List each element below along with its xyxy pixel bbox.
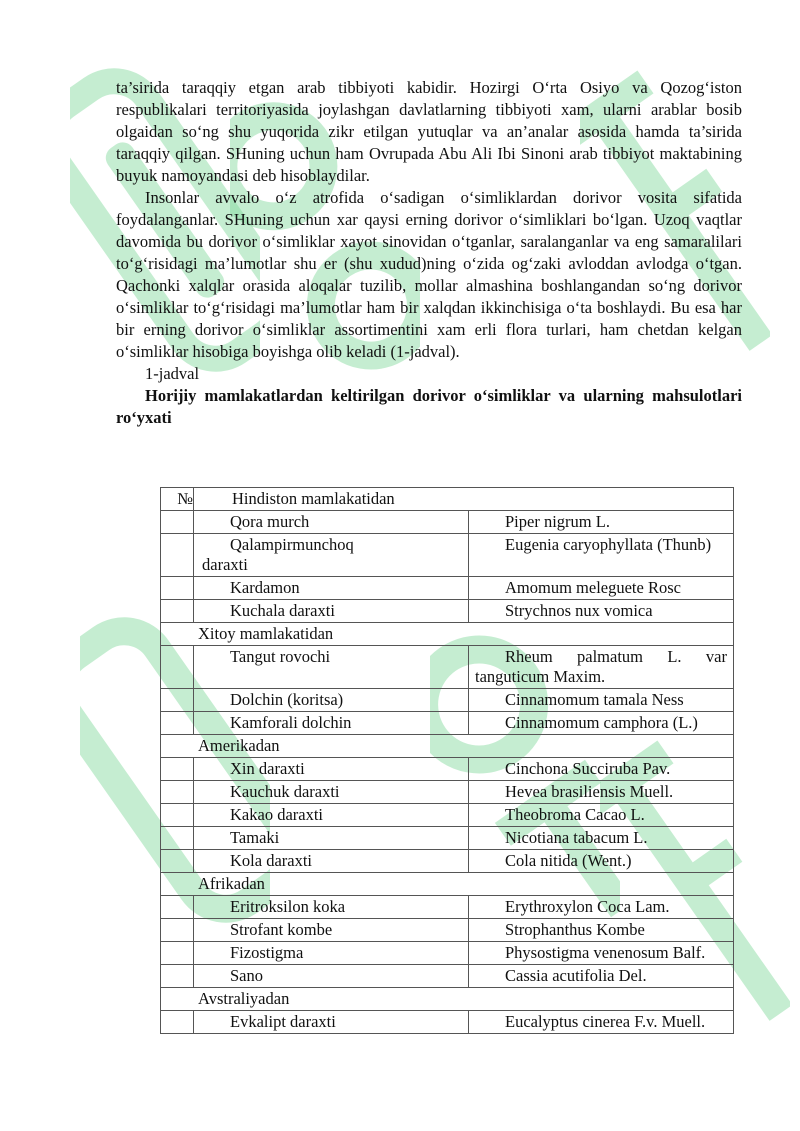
table-row: [161, 850, 734, 873]
table-row: [161, 712, 734, 735]
table-row: [161, 827, 734, 850]
latin-word: var: [705, 647, 727, 666]
plant-local-name: Tamaki: [194, 827, 469, 850]
plant-latin-name: Cinnamomum tamala Ness: [469, 689, 734, 712]
plant-latin-name: Hevea brasiliensis Muell.: [469, 781, 734, 804]
table-row: [161, 804, 734, 827]
table-row: [161, 600, 734, 623]
plant-latin-name: Eugenia caryophyllata (Thunb): [469, 534, 734, 577]
plant-local-name: Evkalipt daraxti: [194, 1011, 469, 1034]
group-header: Amerikadan: [161, 735, 734, 758]
group-header: Avstraliyadan: [161, 988, 734, 1011]
table-row: [161, 646, 734, 689]
plant-local-name: Tangut rovochi: [194, 646, 469, 689]
table-row: [161, 488, 734, 511]
plant-latin-name: Physostigma venenosum Balf.: [469, 942, 734, 965]
table-row: [161, 942, 734, 965]
table-caption: 1-jadval: [145, 364, 200, 383]
plant-local-name-line2: daraxti: [202, 555, 248, 574]
table-row: [161, 534, 734, 577]
plant-local-name: [194, 534, 469, 577]
plant-latin-name: Cinnamomum camphora (L.): [469, 712, 734, 735]
paragraph: ta’sirida taraqqiy etgan arab tibbiyoti kabidir. Hozirgi O‘rta Osiyo va Qozog‘iston respublikalari territoriyasida joylashgan davlatlarning tibbiyoti xam, ularni arablar bosib olgaidan so‘ng shu yuqorida zikr etilgan yutuqlar va an’analar asosida hamda ta’sirida taraqqiy qilgan. SHuning uchun ham Ovrupada Abu Ali Ibi Sinoni arab tibbiyot maktabining buyuk namoyandasi deb hisoblaydilar.: [116, 78, 742, 185]
plant-latin-name: [469, 646, 734, 689]
plant-latin-name: Cassia acutifolia Del.: [469, 965, 734, 988]
plant-local-name: Eritroksilon koka: [194, 896, 469, 919]
plant-local-name: Kardamon: [194, 577, 469, 600]
plant-latin-name: Amomum meleguete Rosc: [469, 577, 734, 600]
plant-local-name: Kola daraxti: [194, 850, 469, 873]
latin-line2: tanguticum Maxim.: [475, 667, 606, 686]
table-row: [161, 965, 734, 988]
plant-local-name: Xin daraxti: [194, 758, 469, 781]
latin-word: palmatum: [577, 647, 643, 666]
table-row: [161, 511, 734, 534]
plant-latin-name: Strophanthus Kombe: [469, 919, 734, 942]
plant-local-name: Kamforali dolchin: [194, 712, 469, 735]
document-body: [116, 77, 742, 429]
table-row: [161, 781, 734, 804]
latin-word: L.: [667, 647, 682, 666]
group-header: Afrikadan: [161, 873, 734, 896]
plant-local-name: Kakao daraxti: [194, 804, 469, 827]
latin-word: Rheum: [505, 647, 553, 666]
plant-local-name: Sano: [194, 965, 469, 988]
table-row: [161, 988, 734, 1011]
plant-local-name: Kauchuk daraxti: [194, 781, 469, 804]
plant-local-name: Kuchala daraxti: [194, 600, 469, 623]
plant-local-name-line1: Qalampirmunchoq: [230, 535, 354, 554]
plant-local-name: Qora murch: [194, 511, 469, 534]
group-header: Xitoy mamlakatidan: [161, 623, 734, 646]
table-row: [161, 919, 734, 942]
paragraph: Insonlar avvalo o‘z atrofida o‘sadigan o‘simliklardan dorivor vosita sifatida foydalanganlar. SHuning uchun xar qaysi erning dorivor o‘simliklari bo‘lgan. Uzoq vaqtlar davomida bu dorivor o‘simliklar xayot sinovidan o‘tganlar, saralanganlar va eng samaralilari to‘g‘risidagi ma’lumotlar shu er (shu xudud)ning o‘zida og‘zaki avloddan avlodga o‘tgan. Qachonki xalqlar orasida aloqalar tuzilib, mollar almashina boshlangandan so‘ng dorivor o‘simliklar to‘g‘risidagi ma’lumotlar ham bir xalqdan ikkinchisiga o‘ta boshlaydi. Bu esa har bir erning dorivor o‘simliklar assortimentini xam erli flora turlari, ham chetdan kelgan o‘simliklar hisobiga boyishga olib keladi (1-jadval).: [116, 188, 742, 361]
table-title: Horijiy mamlakatlardan keltirilgan dorivor o‘simliklar va ularning mahsulotlari ro‘yxati: [116, 386, 742, 427]
plant-latin-name: Eucalyptus cinerea F.v. Muell.: [469, 1011, 734, 1034]
plant-local-name: Strofant kombe: [194, 919, 469, 942]
table-number-header: №: [161, 488, 194, 511]
group-header: Hindiston mamlakatidan: [194, 488, 734, 511]
table-row: [161, 873, 734, 896]
plants-table: [160, 487, 734, 1034]
plant-local-name: Fizostigma: [194, 942, 469, 965]
plant-latin-name: Nicotiana tabacum L.: [469, 827, 734, 850]
plant-latin-name: Strychnos nux vomica: [469, 600, 734, 623]
table-row: [161, 735, 734, 758]
table-row: [161, 758, 734, 781]
table-row: [161, 577, 734, 600]
plant-latin-name: Erythroxylon Coca Lam.: [469, 896, 734, 919]
plant-latin-name: Piper nigrum L.: [469, 511, 734, 534]
plant-latin-name: Theobroma Cacao L.: [469, 804, 734, 827]
table-row: [161, 623, 734, 646]
table-row: [161, 1011, 734, 1034]
plant-local-name: Dolchin (koritsa): [194, 689, 469, 712]
plant-latin-name: Cola nitida (Went.): [469, 850, 734, 873]
table-row: [161, 689, 734, 712]
plant-latin-name: Cinchona Succiruba Pav.: [469, 758, 734, 781]
table-row: [161, 896, 734, 919]
